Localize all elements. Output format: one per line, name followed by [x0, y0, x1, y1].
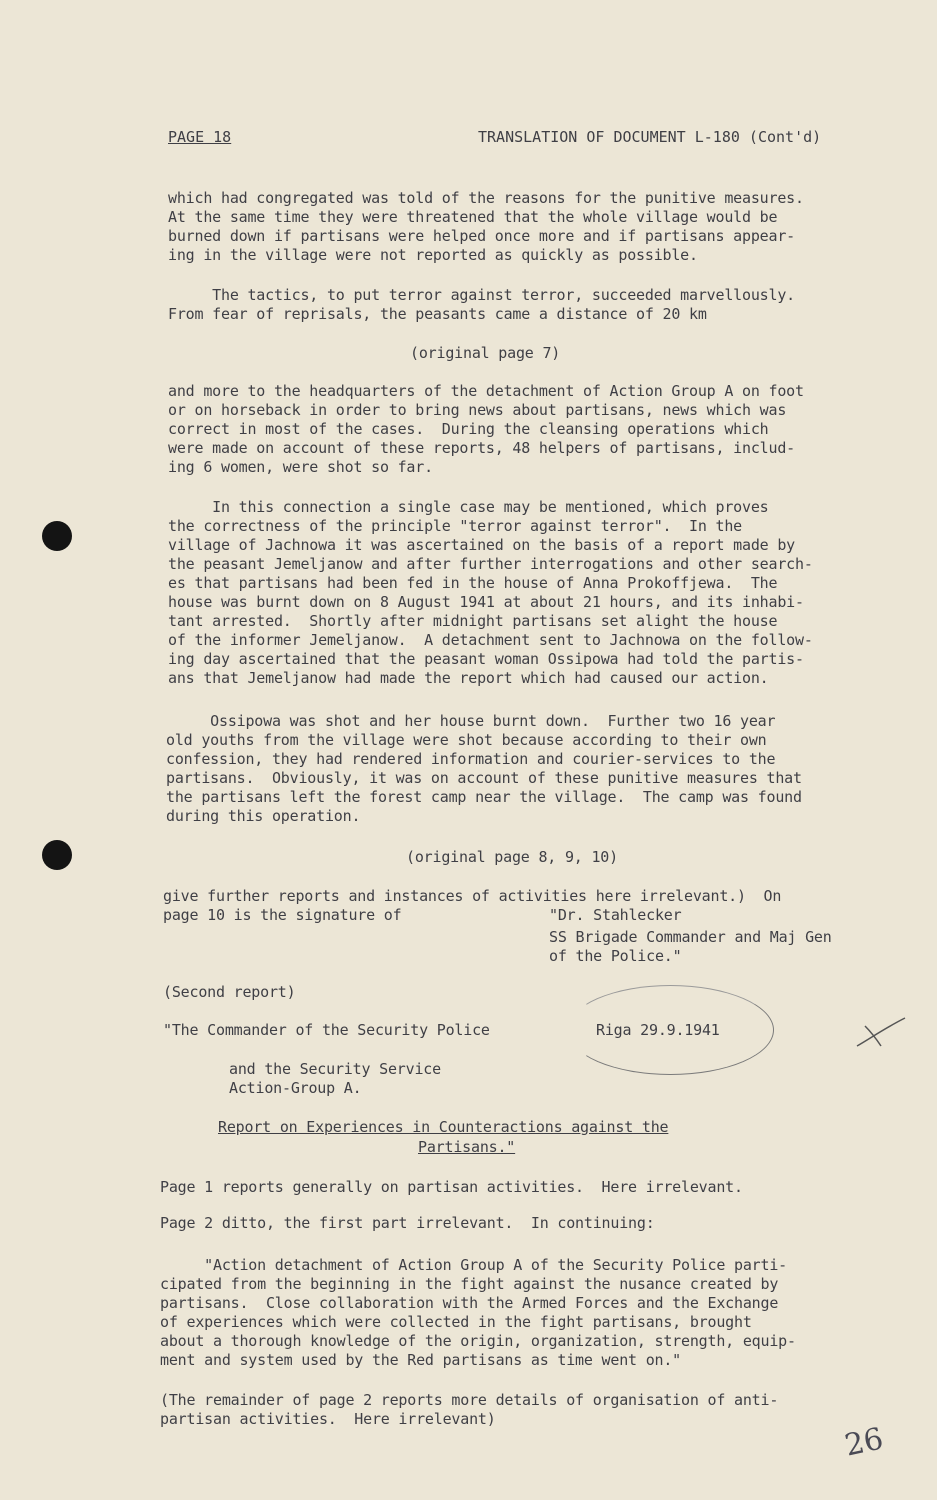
text-line: (The remainder of page 2 reports more details of organisation of anti- [160, 1391, 779, 1409]
text-line: partisans. Close collaboration with the Armed Forces and the Exchange [160, 1294, 779, 1312]
text-line: the partisans left the forest camp near the village. The camp was found [166, 788, 802, 806]
text-line: "Action detachment of Action Group A of the Security Police parti- [160, 1256, 787, 1274]
text-line: At the same time they were threatened that the whole village would be [168, 208, 778, 226]
text-line: cipated from the beginning in the fight against the nusance created by [160, 1275, 779, 1293]
text-line: during this operation. [166, 807, 361, 825]
commander-line: and the Security Service [229, 1060, 441, 1078]
text-line: about a thorough knowledge of the origin, organization, strength, equip- [160, 1332, 796, 1350]
second-report-label: (Second report) [163, 983, 296, 1001]
text-line: give further reports and instances of activities here irrelevant.) On [163, 887, 782, 905]
text-line: tant arrested. Shortly after midnight partisans set alight the house [168, 612, 778, 630]
text-line: The tactics, to put terror against terror, succeeded marvellously. [168, 286, 795, 304]
original-page-note: (original page 8, 9, 10) [406, 848, 618, 866]
text-line: page 10 is the signature of [163, 906, 402, 924]
punch-hole-bottom [42, 840, 72, 870]
document-title: TRANSLATION OF DOCUMENT L-180 (Cont'd) [478, 128, 822, 146]
text-line: village of Jachnowa it was ascertained on the basis of a report made by [168, 536, 795, 554]
original-page-note: (original page 7) [410, 344, 561, 362]
text-line: or on horseback in order to bring news about partisans, news which was [168, 401, 787, 419]
stamp-date: Riga 29.9.1941 [596, 1021, 720, 1039]
text-line: of experiences which were collected in the fight partisans, brought [160, 1313, 752, 1331]
text-line: of the informer Jemeljanow. A detachment sent to Jachnowa on the follow- [168, 631, 813, 649]
punch-hole-top [42, 521, 72, 551]
text-line: the peasant Jemeljanow and after further interrogations and other search- [168, 555, 813, 573]
text-line: the correctness of the principle "terror against terror". In the [168, 517, 742, 535]
commander-line: "The Commander of the Security Police [163, 1021, 490, 1039]
signature-line: SS Brigade Commander and Maj Gen [549, 928, 832, 946]
text-line: ing in the village were not reported as quickly as possible. [168, 246, 698, 264]
text-line: ment and system used by the Red partisans as time went on." [160, 1351, 682, 1369]
handwritten-page-number: 26 [841, 1421, 887, 1464]
text-line: ing day ascertained that the peasant woman Ossipowa had told the partis- [168, 650, 804, 668]
text-line: burned down if partisans were helped once more and if partisans appear- [168, 227, 795, 245]
text-line: correct in most of the cases. During the cleansing operations which [168, 420, 769, 438]
text-line: ans that Jemeljanow had made the report which had caused our action. [168, 669, 769, 687]
text-line: which had congregated was told of the reasons for the punitive measures. [168, 189, 804, 207]
text-line: and more to the headquarters of the detachment of Action Group A on foot [168, 382, 804, 400]
signature-line: "Dr. Stahlecker [549, 906, 682, 924]
report-title-line: Report on Experiences in Counteractions against the [218, 1118, 669, 1136]
text-line: ing 6 women, were shot so far. [168, 458, 433, 476]
report-title-line: Partisans." [418, 1138, 516, 1156]
text-line: house was burnt down on 8 August 1941 at about 21 hours, and its inhabi- [168, 593, 804, 611]
text-line: Page 1 reports generally on partisan activities. Here irrelevant. [160, 1178, 743, 1196]
text-line: Page 2 ditto, the first part irrelevant. In continuing: [160, 1214, 655, 1232]
text-line: From fear of reprisals, the peasants came a distance of 20 km [168, 305, 707, 323]
text-line: es that partisans had been fed in the house of Anna Prokoffjewa. The [168, 574, 778, 592]
text-line: partisans. Obviously, it was on account of these punitive measures that [166, 769, 802, 787]
signature-line: of the Police." [549, 947, 682, 965]
text-line: In this connection a single case may be mentioned, which proves [168, 498, 769, 516]
page-label: PAGE 18 [168, 128, 232, 146]
commander-line: Action-Group A. [229, 1079, 362, 1097]
text-line: partisan activities. Here irrelevant) [160, 1410, 496, 1428]
text-line: confession, they had rendered information and courier-services to the [166, 750, 776, 768]
text-line: were made on account of these reports, 48 helpers of partisans, includ- [168, 439, 795, 457]
text-line: old youths from the village were shot because according to their own [166, 731, 767, 749]
handwritten-check-mark [855, 1016, 907, 1050]
text-line: Ossipowa was shot and her house burnt down. Further two 16 year [166, 712, 776, 730]
